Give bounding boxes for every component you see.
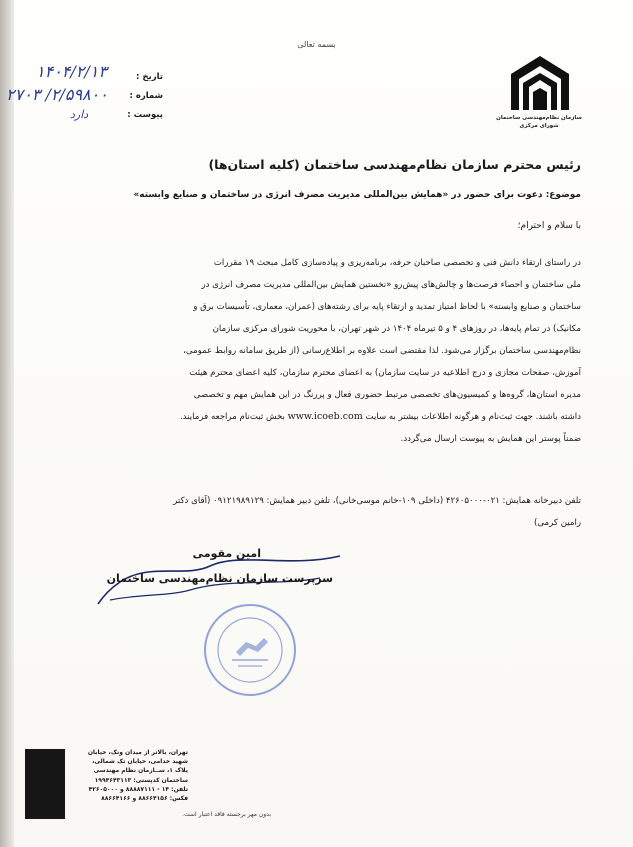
body-line: مدیره استان‌ها، گروه‌ها و کمیسیون‌های تخصصی مرتبط حضوری فعال و پررنگ در این همایش مهم و تخصصی bbox=[193, 390, 581, 400]
website-link[interactable]: www.icoeb.com bbox=[287, 411, 363, 422]
letter-body bbox=[56, 252, 581, 450]
registration-text-before: داشته باشند. جهت ثبت‌نام و هرگونه اطلاعات بیشتر به سایت bbox=[365, 412, 581, 422]
date-value: ۱۴۰۴/۲/۱۳ bbox=[36, 62, 107, 81]
body-line: آموزش، صفحات مجازی و درج اطلاعیه در سایت سازمان) به اعضای محترم سازمان، کلیه اعضای محترم هیئت bbox=[189, 368, 581, 378]
attachment-value: دارد bbox=[70, 108, 89, 121]
registration-text-after: بخش ثبت‌نام مراجعه فرمایند. bbox=[179, 412, 285, 422]
signatory-title: سرپرست سازمان نظام‌مهندسی ساختمان bbox=[106, 572, 333, 585]
recipient-heading: رئیس محترم سازمان نظام‌مهندسی ساختمان (کلیه استان‌ها) bbox=[208, 157, 581, 172]
number-label: شماره : bbox=[129, 91, 163, 101]
signatory-name: امین مقومی bbox=[192, 547, 261, 560]
subject-text: دعوت برای حضور در «همایش بین‌المللی مدیریت مصرف انرژی در ساختمان و صنایع وابسته» bbox=[133, 190, 543, 200]
letter-meta bbox=[0, 62, 633, 128]
greeting: با سلام و احترام؛ bbox=[517, 221, 581, 231]
body-line: ملی ساختمان و احصاء فرصت‌ها و چالش‌های پیش‌رو «نخستین همایش بین‌المللی مدیریت مصرف انرژی در bbox=[201, 280, 581, 290]
body-line: ساختمان و صنایع وابسته» با لحاظ امتیاز تمدید و ارتقاء پایه برای رشته‌های (عمران، معماری، تأسیسات برق و bbox=[193, 302, 581, 312]
subject-label: موضوع: bbox=[545, 190, 581, 200]
date-label: تاریخ : bbox=[136, 72, 163, 82]
address-line: ساختمان کدپستی: ۱۹۹۴۶۴۳۱۱۳ bbox=[94, 776, 188, 784]
attachment-label: پیوست : bbox=[127, 110, 163, 120]
address-line: شهید خدامی، خیابان تک شمالی، bbox=[92, 758, 188, 766]
number-value: ۲/۵۹۸۰۰/ ۲۷۰۳ bbox=[6, 85, 108, 104]
address-line: تلفن: ۱۴ - ۸۸۸۸۷۱۱۱ و ۴۲۶۰۵۰۰۰ bbox=[88, 785, 188, 793]
body-line: در راستای ارتقاء دانش فنی و تخصصی صاحبان حرفه، برنامه‌ریزی و پیاده‌سازی کامل مبحث ۱۹ مقررات bbox=[213, 258, 581, 268]
contact-phones bbox=[56, 490, 581, 534]
body-line-attachment-note: ضمناً پوستر این همایش به پیوست ارسال می‌گردد. bbox=[400, 434, 581, 444]
official-stamp-icon bbox=[202, 602, 298, 698]
address-line: فکس: ۸۸۶۶۴۱۵۶ و ۸۸۶۶۴۱۶۶ bbox=[101, 795, 188, 803]
organization-name-line1: سازمان نظام‌مهندسی ساختمان bbox=[496, 115, 582, 121]
body-line: مکانیک) در تمام پایه‌ها، در روزهای ۴ و ۵ تیرماه ۱۴۰۴ در شهر تهران، با محوریت شورای مرکزی سازمان bbox=[212, 324, 581, 334]
subject-line bbox=[133, 190, 581, 200]
basmala-heading: بسمه تعالی bbox=[297, 40, 336, 49]
footer-black-bar bbox=[25, 749, 65, 819]
address-line: تهران، بالاتر از میدان ونک، خیابان bbox=[87, 749, 188, 756]
phones-line: رامین کرمی) bbox=[534, 518, 581, 528]
footer-address bbox=[68, 748, 188, 803]
footer-validity-note: بدون مهر برجسته فاقد اعتبار است. bbox=[182, 811, 271, 818]
address-line: پلاک ۱، ســازمان نظام مهندسی bbox=[93, 767, 188, 775]
body-line: نظام‌مهندسی ساختمان برگزار می‌شود. لذا مقتضی است علاوه بر اطلاع‌رسانی (از طریق سامانه روابط عمومی، bbox=[183, 346, 581, 356]
body-line-registration bbox=[56, 406, 581, 428]
organization-name-line2: شورای مرکزی bbox=[519, 123, 559, 129]
phones-line: تلفن دبیرخانه همایش: ۰۲۱-۴۲۶۰۵۰۰۰ (داخلی ۱۰۹-خانم موسی‌خانی)، تلفن دبیر همایش: ۰۹۱۲۱۹۸۹۱۲۹ (آقای دکتر bbox=[173, 496, 581, 506]
